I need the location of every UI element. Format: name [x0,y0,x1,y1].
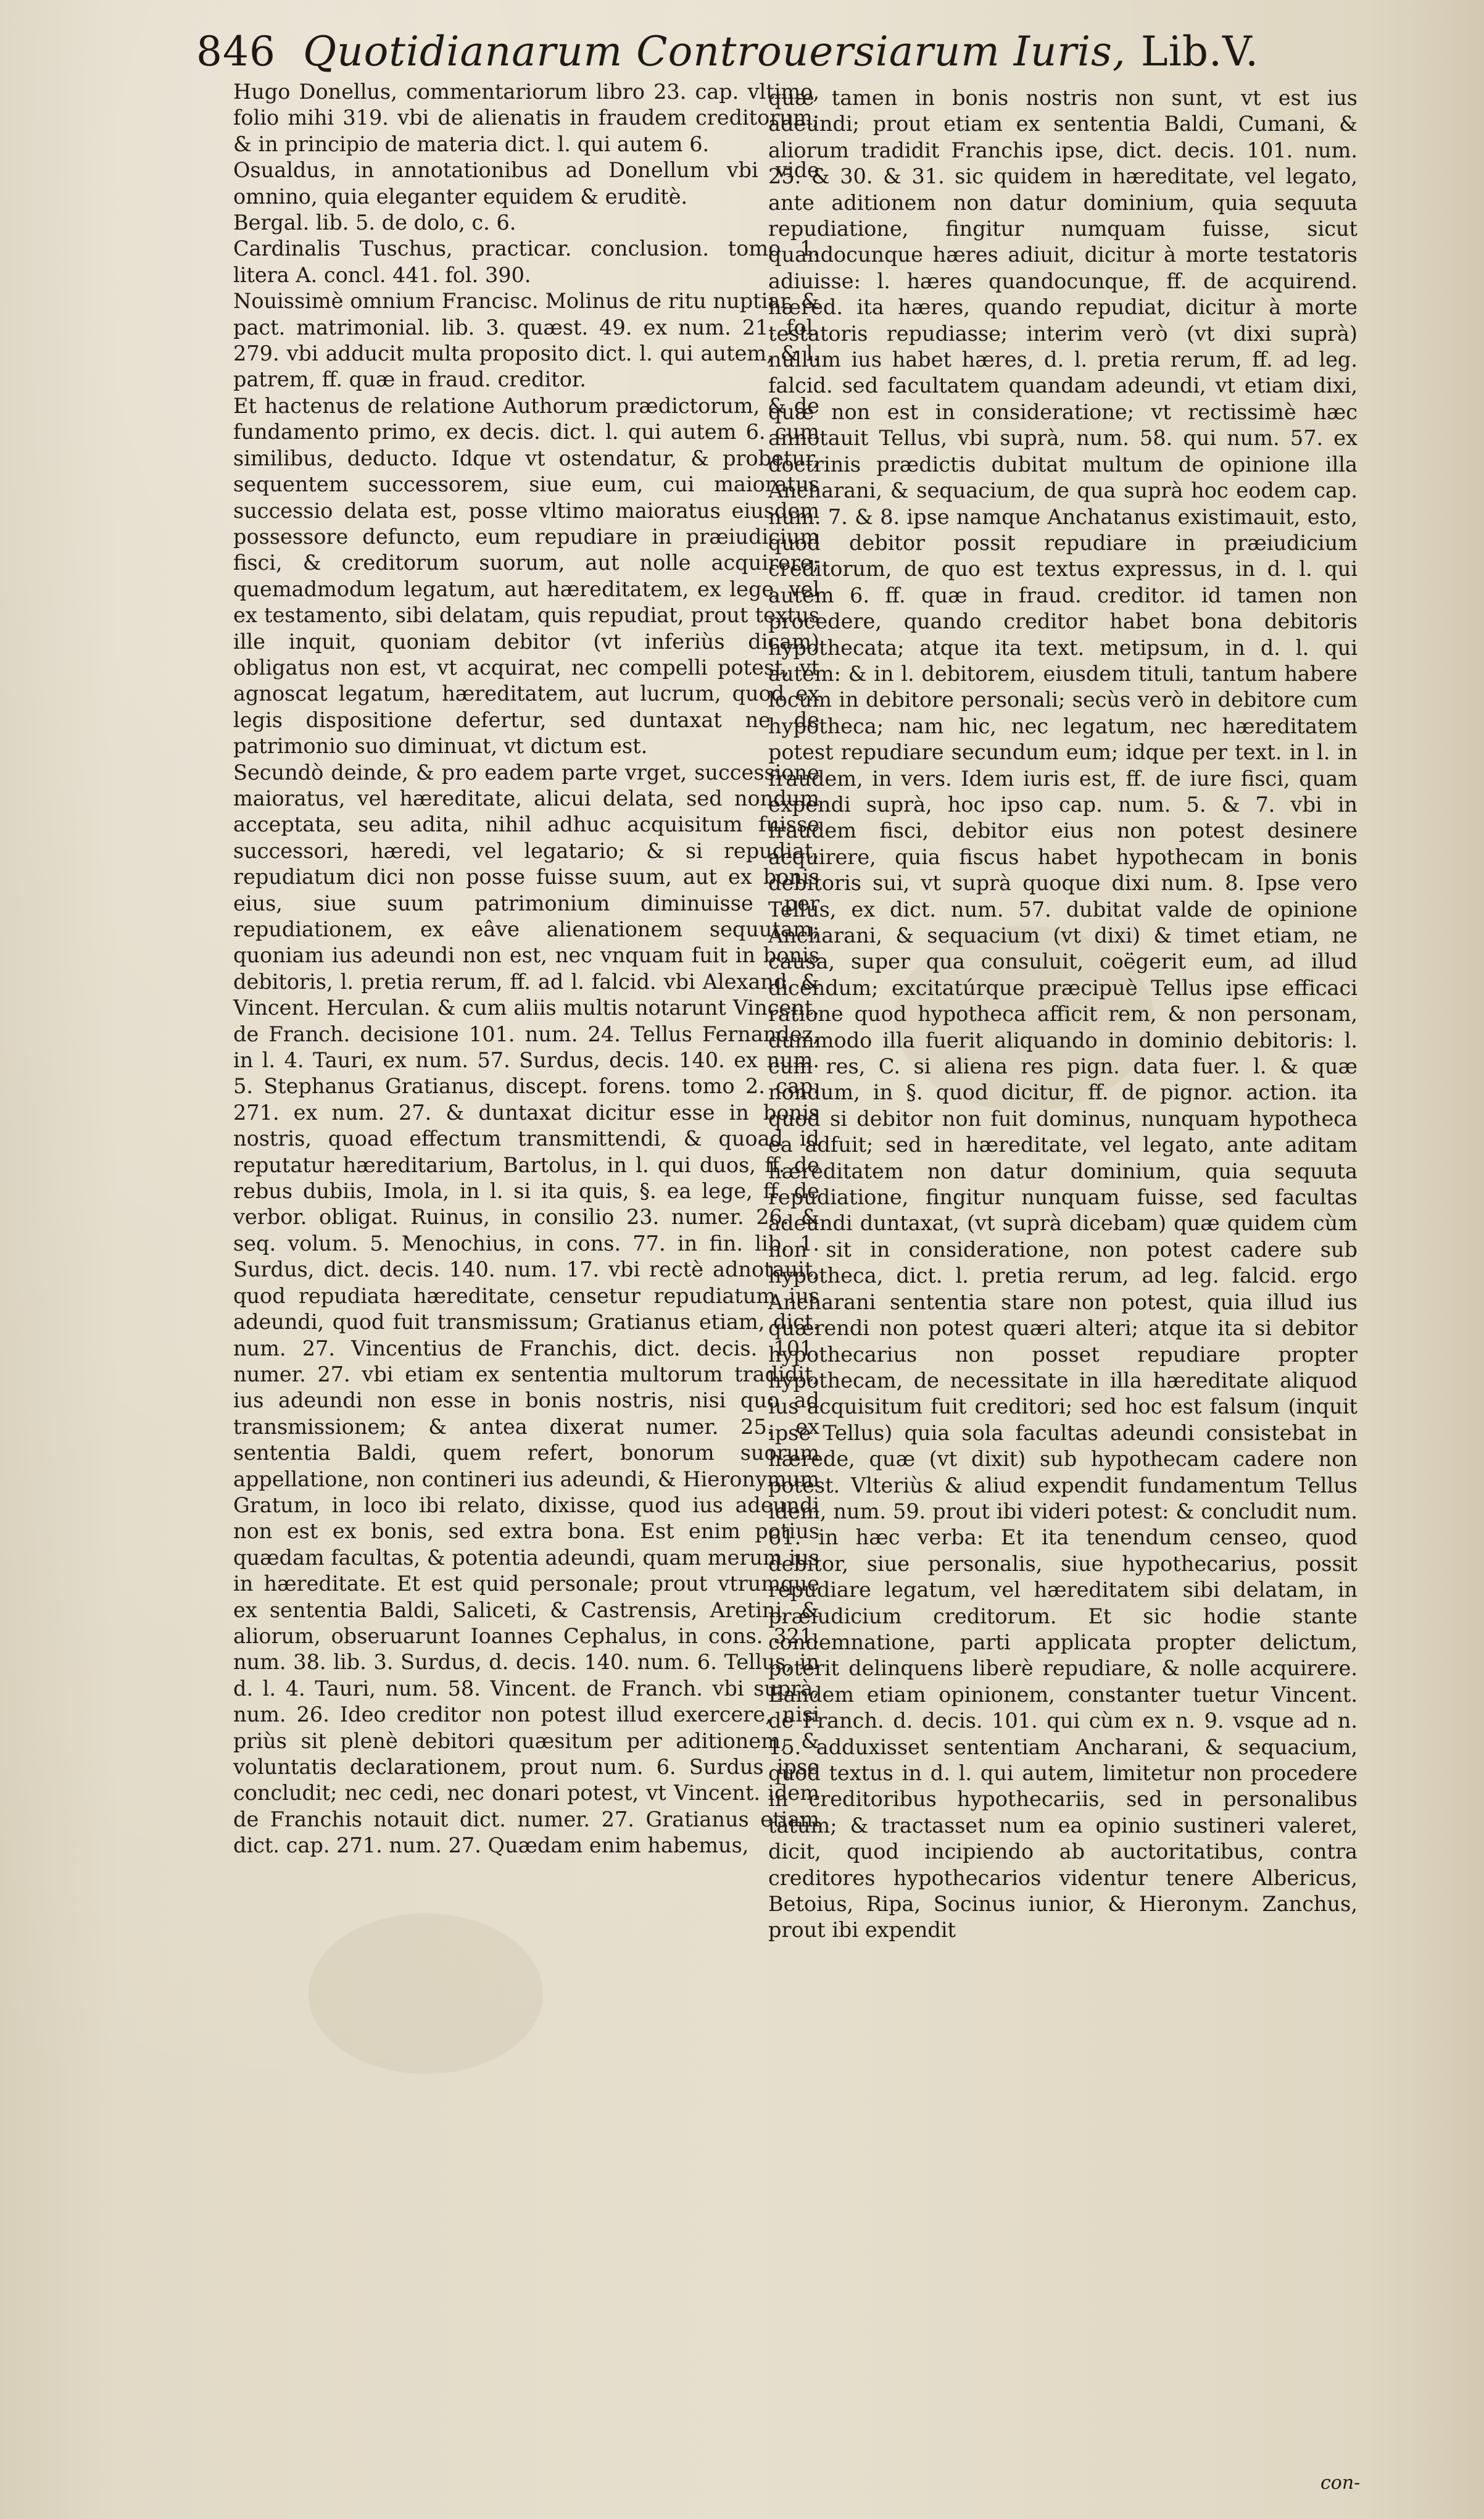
catchword: con- [1320,2472,1361,2494]
paragraph: Hugo Donellus, commentariorum libro 23. cap. vltimo, folio mihi 319. vbi de alienatis in fraudem creditorum; & in principio de materia dict. l. qui autem 6. [233,80,819,156]
book-number: Lib.V. [1140,28,1259,75]
paragraph: Osualdus, in annotationibus ad Donellum vbi vide omnino, quia eleganter equidem & eruditè. [233,158,819,209]
paragraph: Nouissimè omnium Francisc. Molinus de ritu nuptiar. & pact. matrimonial. lib. 3. quæst. 49. ex num. 21. fol. 279. vbi adducit multa proposito dict. l. qui autem, & l. patrem, ff. quæ in fraud. creditor. [233,289,819,392]
paragraph: Et hactenus de relatione Authorum prædictorum, & de fundamento primo, ex decis. dict. l. qui autem 6. cum similibus, deducto. Idque vt ostendatur, & probetur, sequentem successorem, siue eum, cui maioratus successio delata est, posse vltimo maioratus eiusdem possessore defuncto, eum repudiare in præiudicium fisci, & creditorum suorum, aut nolle acquirere; quemadmodum legatum, aut hæreditatem, ex lege, vel ex testamento, sibi delatam, quis repudiat, prout textus ille inquit, quoniam debitor (vt inferiùs dicam) obligatus non est, vt acquirat, nec compelli potest, vt agnoscat legatum, hæreditatem, aut lucrum, quod ex legis dispositione defertur, sed duntaxat ne de patrimonio suo diminuat, vt dictum est. [233,393,819,759]
paragraph: Cardinalis Tuschus, practicar. conclusion. tomo 1. litera A. concl. 441. fol. 390. [233,236,819,287]
page-number: 846 [196,28,276,75]
running-title: Quotidianarum Controuersiarum Iuris, [302,28,1126,75]
paper-stain [309,1913,543,2074]
running-header [196,14,1356,75]
paragraph: quæ tamen in bonis nostris non sunt, vt est ius adeundi; prout etiam ex sententia Baldi, Cumani, & aliorum tradidit Franchis ipse, dict. decis. 101. num. 25. & 30. & 31. sic quidem in hæreditate, vel legato, ante aditionem non datur dominium, quia sequuta repudiatione, fingitur numquam fuisse, sicut quandocunque hæres adiuit, dicitur à morte testatoris adiuisse: l. hæres quandocunque, ff. de acquirend. hæred. ita hæres, quando repudiat, dicitur à morte testatoris repudiasse; interim verò (vt dixi suprà) nullum ius habet hæres, d. l. pretia rerum, ff. ad leg. falcid. sed facultatem quandam adeundi, vt etiam dixi, quæ non est in consideratione; vt rectissimè hæc annotauit Tellus, vbi suprà, num. 58. qui num. 57. ex doctrinis prædictis dubitat multum de opinione illa Ancharani, & sequacium, de qua suprà hoc eodem cap. num. 7. & 8. ipse namque Anchatanus existimauit, esto, quod debitor possit repudiare in præiudicium creditorum, de quo est textus expressus, in d. l. qui autem 6. ff. quæ in fraud. creditor. id tamen non procedere, quando creditor habet bona debitoris hypothecata; atque ita text. metipsum, in d. l. qui autem: & in l. debitorem, eiusdem tituli, tantum habere locum in debitore personali; secùs verò in debitore cum hypotheca; nam hic, nec legatum, nec hæreditatem potest repudiare secundum eum; idque per text. in l. in fraudem, in vers. Idem iuris est, ff. de iure fisci, quam expendi suprà, hoc ipso cap. num. 5. & 7. vbi in fraudem fisci, debitor eius non potest desinere acquirere, quia fiscus habet hypothecam in bonis debitoris sui, vt suprà quoque dixi num. 8. Ipse vero Tellus, ex dict. num. 57. dubitat valde de opinione Ancharani, & sequacium (vt dixi) & timet etiam, ne causa, super qua consuluit, coëgerit eum, ad illud dicendum; excitatúrque præcipuè Tellus ipse efficaci ratione quod hypotheca afficit rem, & non personam, dummodo illa fuerit aliquando in dominio debitoris: l. cum res, C. si aliena res pign. data fuer. l. & quæ nondum, in §. quod dicitur, ff. de pignor. action. ita quod si debitor non fuit dominus, nunquam hypotheca ea adfuit; sed in hæreditate, vel legato, ante aditam hæreditatem non datur dominium, quia sequuta repudiatione, fingitur nunquam fuisse, sed facultas adeundi duntaxat, (vt suprà dicebam) quæ quidem cùm non sit in consideratione, non potest cadere sub hypotheca, dict. l. pretia rerum, ad leg. falcid. ergo Ancharani sententia stare non potest, quia illud ius quærendi non potest quæri alteri; atque ita si debitor hypothecarius non posset repudiare propter hypothecam, de necessitate in illa hæreditate aliquod ius acquisitum fuit creditori; sed hoc est falsum (inquit ipse Tellus) quia sola facultas adeundi consistebat in hærede, quæ (vt dixit) sub hypothecam cadere non potest. Vlteriùs & aliud expendit fundamentum Tellus idem, num. 59. prout ibi videri potest: & concludit num. 61. in hæc verba: Et ita tenendum censeo, quod debitor, siue personalis, siue hypothecarius, possit repudiare legatum, vel hæreditatem sibi delatam, in præiudicium creditorum. Et sic hodie stante condemnatione, parti applicata propter delictum, poterit delinquens liberè repudiare, & nolle acquirere. Eandem etiam opinionem, constanter tuetur Vincent. de Franch. d. decis. 101. qui cùm ex n. 9. vsque ad n. 15. adduxisset sententiam Ancharani, & sequacium, quod textus in d. l. qui autem, limitetur non procedere in creditoribus hypothecariis, sed in personalibus tàtùm; & tractasset num ea opinio sustineri valeret, dicit, quod incipiendo ab auctoritatibus, contra creditores hypothecarios videntur tenere Albericus, Betoius, Ripa, Socinus iunior, & Hieronym. Zanchus, prout ibi expendit [768,86,1358,1942]
paragraph: Secundò deinde, & pro eadem parte vrget, successione maioratus, vel hæreditate, alicui delata, sed nondum acceptata, seu adita, nihil adhuc acquisitum fuisse successori, hæredi, vel legatario; & si repudiat, repudiatum dici non posse fuisse suum, aut ex bonis eius, siue suum patrimonium diminuisse per repudiationem, ex eâve alienationem sequutam; quoniam ius adeundi non est, nec vnquam fuit in bonis debitoris, l. pretia rerum, ff. ad l. falcid. vbi Alexand. & Vincent. Herculan. & cum aliis multis notarunt Vincent. de Franch. decisione 101. num. 24. Tellus Fernandez, in l. 4. Tauri, ex num. 57. Surdus, decis. 140. ex num. 5. Stephanus Gratianus, discept. forens. tomo 2. cap. 271. ex num. 27. & duntaxat dicitur esse in bonis nostris, quoad effectum transmittendi, & quoad id reputatur hæreditarium, Bartolus, in l. qui duos, ff. de rebus dubiis, Imola, in l. si ita quis, §. ea lege, ff. de verbor. obligat. Ruinus, in consilio 23. numer. 26. & seq. volum. 5. Menochius, in cons. 77. in fin. lib. 1. Surdus, dict. decis. 140. num. 17. vbi rectè adnotauit, quod repudiata hæreditate, censetur repudiatum ius adeundi, quod fuit transmissum; Gratianus etiam, dict. num. 27. Vincentius de Franchis, dict. decis. 101. numer. 27. vbi etiam ex sententia multorum tradidit, ius adeundi non esse in bonis nostris, nisi quo ad transmissionem; & antea dixerat numer. 25. ex sententia Baldi, quem refert, bonorum suorum appellatione, non contineri ius adeundi, & Hieronymum Gratum, in loco ibi relato, dixisse, quod ius adeundi non est ex bonis, sed extra bona. Est enim potius quædam facultas, & potentia adeundi, quam merum ius in hæreditate. Et est quid personale; prout vtrumque ex sententia Baldi, Saliceti, & Castrensis, Aretini, & aliorum, obseruarunt Ioannes Cephalus, in cons. 321. num. 38. lib. 3. Surdus, d. decis. 140. num. 6. Tellus, in d. l. 4. Tauri, num. 58. Vincent. de Franch. vbi suprà, num. 26. Ideo creditor non potest illud exercere, nisi priùs sit plenè debitori quæsitum per aditionem, & voluntatis declarationem, prout num. 6. Surdus ipse concludit; nec cedi, nec donari potest, vt Vincent. idem de Franchis notauit dict. numer. 27. Gratianus etiam dict. cap. 271. num. 27. Quædam enim habemus, [233,760,819,1858]
paragraph: Bergal. lib. 5. de dolo, c. 6. [233,210,516,235]
right-column [768,85,1358,1944]
left-column [233,79,819,1859]
